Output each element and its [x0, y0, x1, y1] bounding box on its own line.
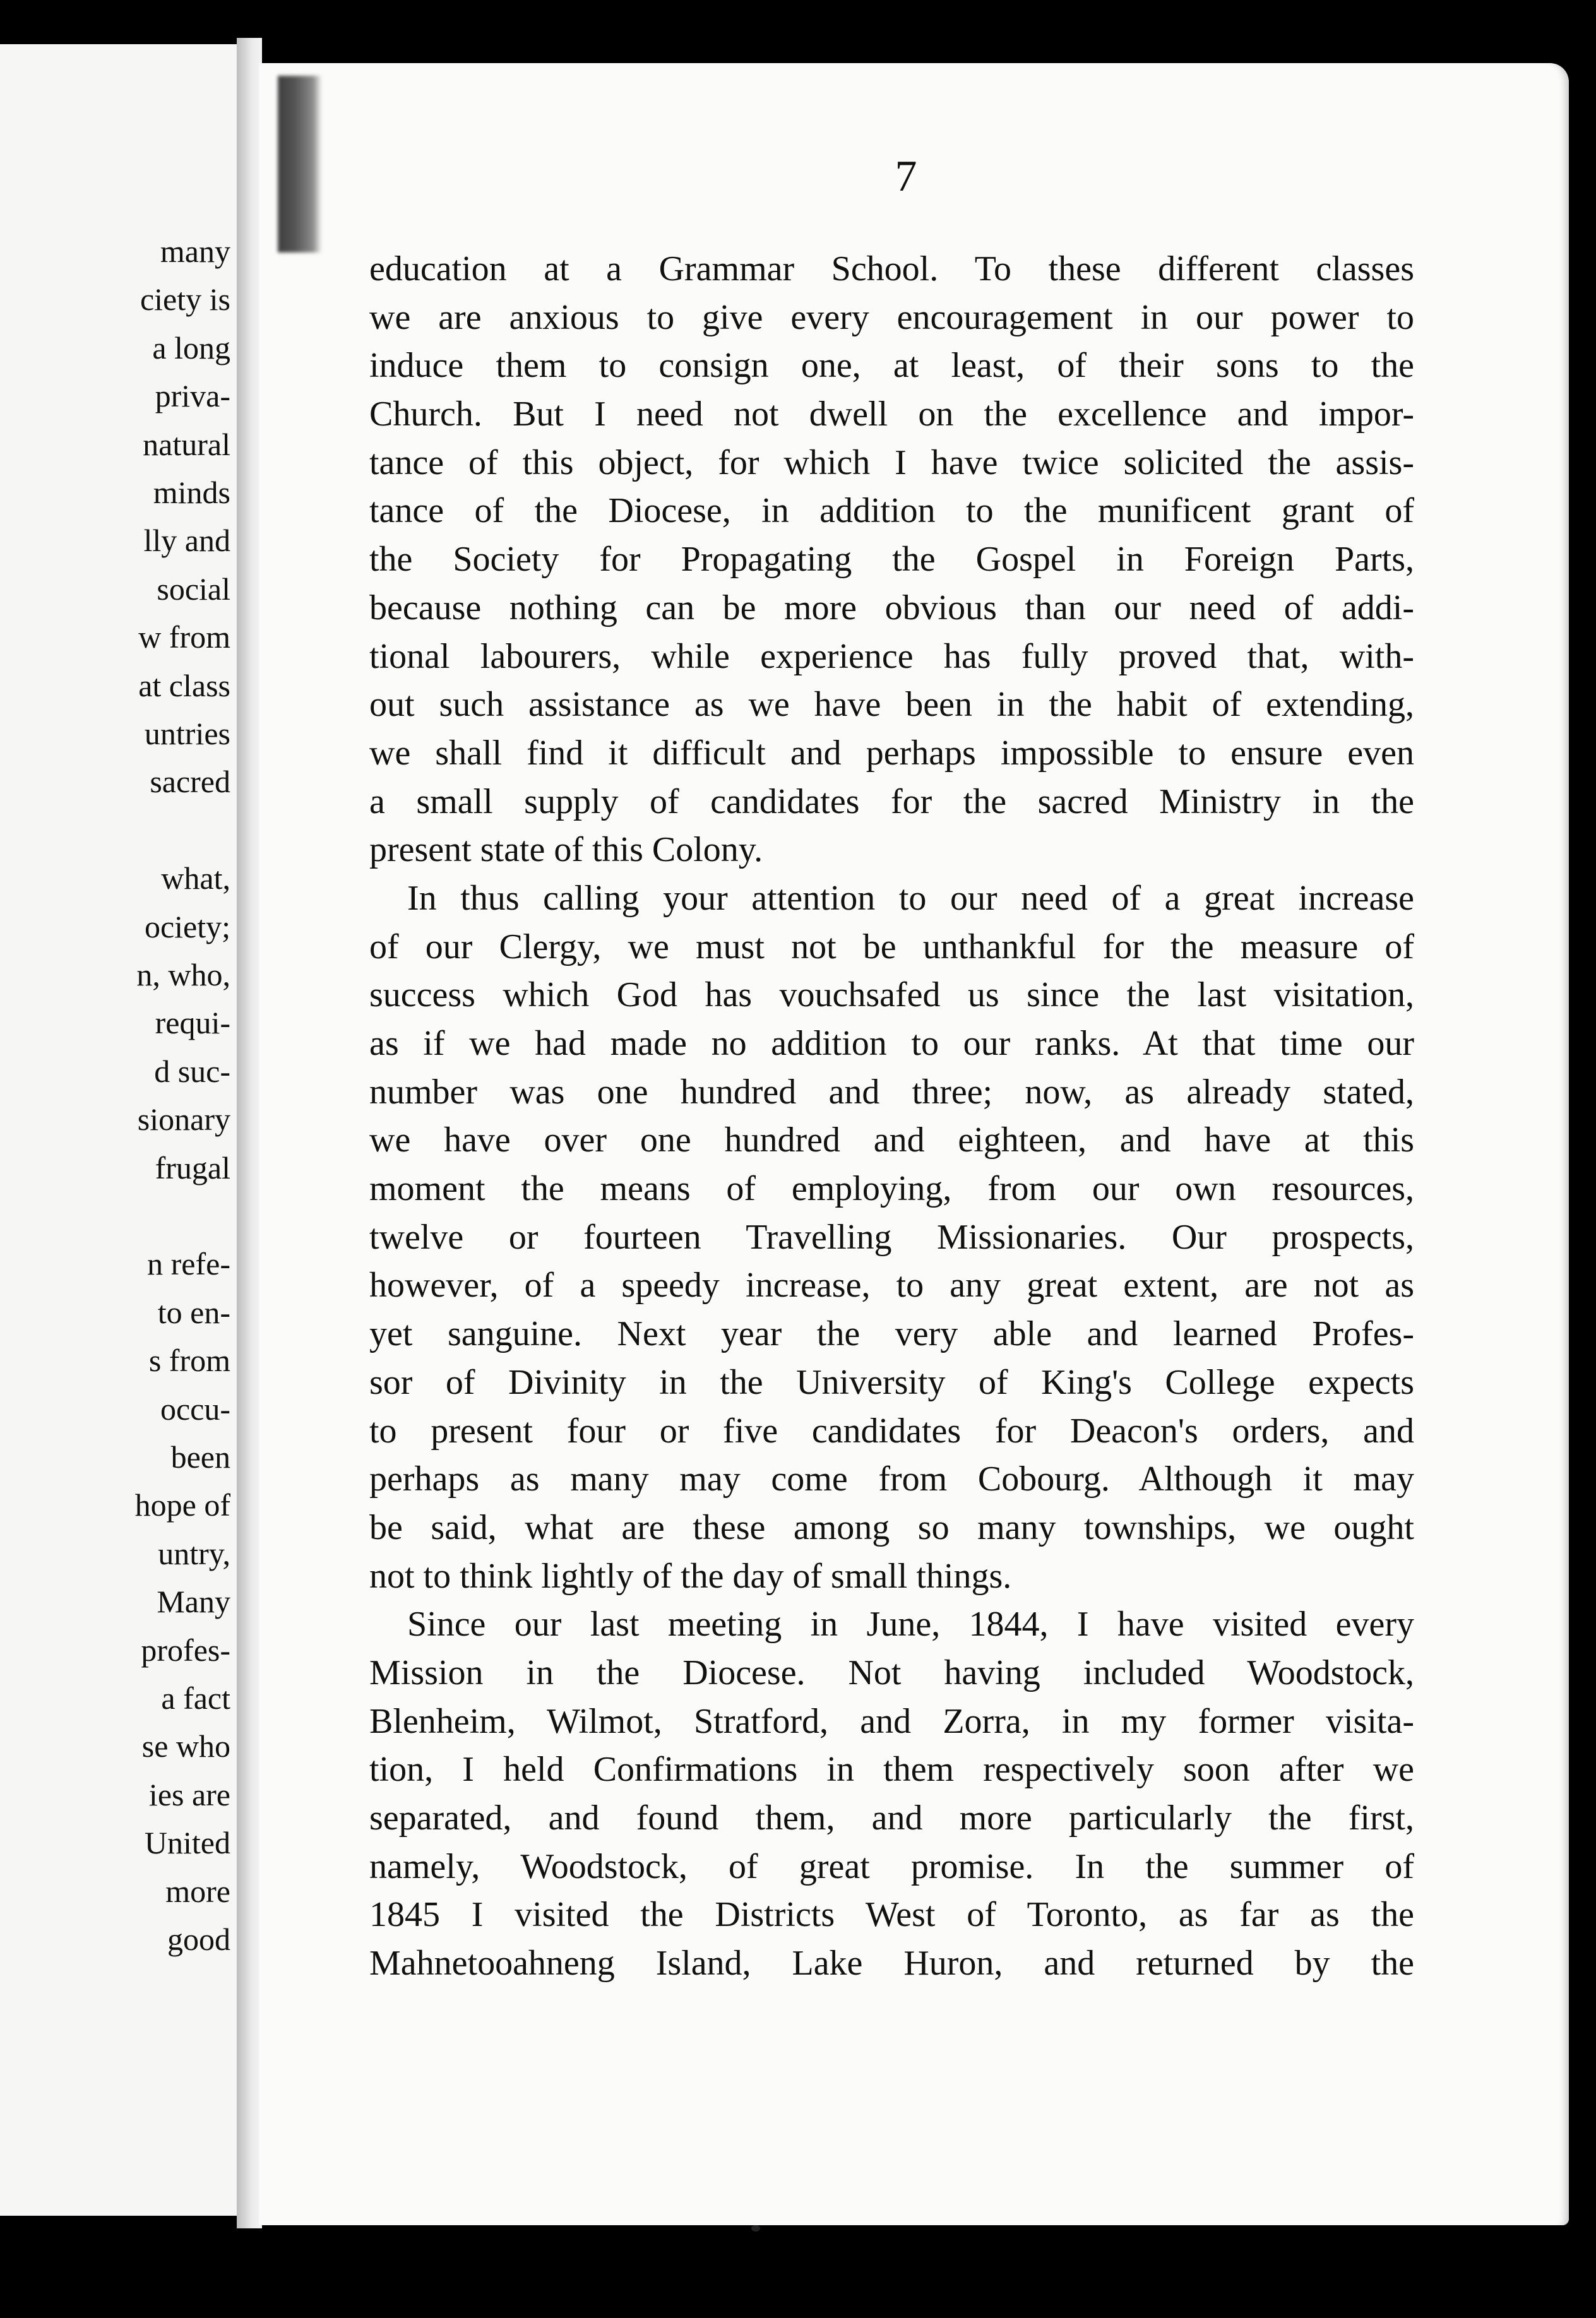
- text-line: of our Clergy, we must not be unthankful for the measure of: [369, 927, 1414, 966]
- left-page-fragment: sacred: [150, 764, 230, 800]
- left-page-fragment: good: [167, 1922, 230, 1957]
- text-line: we have over one hundred and eighteen, and have at this: [369, 1120, 1414, 1160]
- left-page-fragment: n, who,: [136, 957, 230, 992]
- left-page-fragment: requi-: [155, 1005, 230, 1041]
- text-line: tional labourers, while experience has fully proved that, with-: [369, 636, 1414, 676]
- text-line: out such assistance as we have been in the habit of extending,: [369, 685, 1414, 725]
- left-page-fragment: frugal: [155, 1150, 230, 1186]
- left-page-fragment: at class: [138, 667, 230, 703]
- text-line: namely, Woodstock, of great promise. In the summer of: [369, 1846, 1414, 1886]
- text-line: as if we had made no addition to our ranks. At that time our: [369, 1024, 1414, 1063]
- left-page-fragment: minds: [153, 475, 230, 510]
- book-gutter: [237, 38, 262, 2228]
- left-page-fragment: untries: [144, 716, 230, 751]
- text-line: separated, and found them, and more particularly the first,: [369, 1798, 1414, 1838]
- text-line: Mahnetooahneng Island, Lake Huron, and returned by the: [369, 1944, 1414, 1983]
- text-line: success which God has vouchsafed us since the last visitation,: [369, 975, 1414, 1015]
- text-line: be said, what are these among so many townships, we ought: [369, 1507, 1414, 1547]
- text-line: Mission in the Diocese. Not having included Woodstock,: [369, 1653, 1414, 1692]
- left-page-fragment: ciety is: [140, 282, 230, 318]
- left-page-fragment: d suc-: [154, 1053, 230, 1089]
- text-line: however, of a speedy increase, to any great extent, are not as: [369, 1266, 1414, 1305]
- left-page-fragment: social: [157, 571, 230, 607]
- left-page-fragment: untry,: [158, 1535, 230, 1571]
- left-page-fragment: more: [165, 1873, 230, 1909]
- left-page-fragment: sionary: [137, 1102, 230, 1138]
- text-line: In thus calling your attention to our need of a great increase: [407, 878, 1414, 918]
- binding-shadow: [278, 76, 322, 253]
- text-line: tance of the Diocese, in addition to the munificent grant of: [369, 491, 1414, 531]
- text-line: a small supply of candidates for the sacred Ministry in the: [369, 782, 1414, 821]
- body-text: [369, 245, 1414, 1988]
- text-line: moment the means of employing, from our own resources,: [369, 1169, 1414, 1209]
- left-page: [0, 44, 243, 2216]
- left-page-fragment: what,: [161, 860, 230, 896]
- text-line: to present four or five candidates for Deacon's orders, and: [369, 1411, 1414, 1451]
- left-page-fragment: a long: [152, 330, 230, 366]
- text-line: Church. But I need not dwell on the excellence and impor-: [369, 395, 1414, 434]
- text-line: present state of this Colony.: [369, 830, 763, 870]
- text-line: Blenheim, Wilmot, Stratford, and Zorra, in my former visita-: [369, 1701, 1414, 1741]
- left-page-fragment: a fact: [161, 1680, 230, 1716]
- text-line: education at a Grammar School. To these different classes: [369, 249, 1414, 288]
- left-page-fragment: se who: [141, 1728, 230, 1764]
- left-page-fragment: lly and: [143, 523, 230, 559]
- page-number: 7: [895, 152, 917, 201]
- left-page-fragment: w from: [138, 619, 230, 655]
- left-page-fragment: United: [144, 1825, 230, 1861]
- text-line: we shall find it difficult and perhaps impossible to ensure even: [369, 733, 1414, 773]
- text-line: number was one hundred and three; now, as already stated,: [369, 1072, 1414, 1112]
- left-page-fragment: been: [170, 1439, 230, 1475]
- text-line: yet sanguine. Next year the very able and learned Profes-: [369, 1314, 1414, 1354]
- left-page-fragment: many: [160, 234, 230, 269]
- text-line: 1845 I visited the Districts West of Toronto, as far as the: [369, 1895, 1414, 1935]
- left-page-fragment: hope of: [134, 1487, 230, 1523]
- left-page-fragment: s from: [148, 1343, 230, 1379]
- left-page-fragment: Many: [157, 1584, 230, 1620]
- text-line: induce them to consign one, at least, of their sons to the: [369, 346, 1414, 386]
- text-line: sor of Divinity in the University of King's College expects: [369, 1362, 1414, 1402]
- left-page-fragment: ies are: [148, 1776, 230, 1812]
- left-page-fragment: to en-: [157, 1294, 230, 1330]
- text-line: we are anxious to give every encouragement in our power to: [369, 297, 1414, 337]
- text-line: not to think lightly of the day of small things.: [369, 1556, 1012, 1596]
- text-line: twelve or fourteen Travelling Missionaries. Our prospects,: [369, 1217, 1414, 1257]
- left-page-fragment: priva-: [155, 378, 230, 414]
- text-line: Since our last meeting in June, 1844, I have visited every: [407, 1605, 1414, 1644]
- left-page-fragment: ociety;: [144, 908, 230, 944]
- left-page-fragment: profes-: [141, 1632, 230, 1668]
- left-page-fragment: occu-: [160, 1391, 230, 1427]
- text-line: perhaps as many may come from Cobourg. Although it may: [369, 1459, 1414, 1499]
- left-page-fragment: natural: [143, 426, 230, 462]
- left-page-fragment: n refe-: [147, 1246, 230, 1282]
- text-line: the Society for Propagating the Gospel in Foreign Parts,: [369, 540, 1414, 580]
- dust-speck: [751, 2225, 760, 2232]
- text-line: tion, I held Confirmations in them respectively soon after we: [369, 1750, 1414, 1790]
- text-line: because nothing can be more obvious than our need of addi-: [369, 588, 1414, 627]
- text-line: tance of this object, for which I have twice solicited the assis-: [369, 443, 1414, 482]
